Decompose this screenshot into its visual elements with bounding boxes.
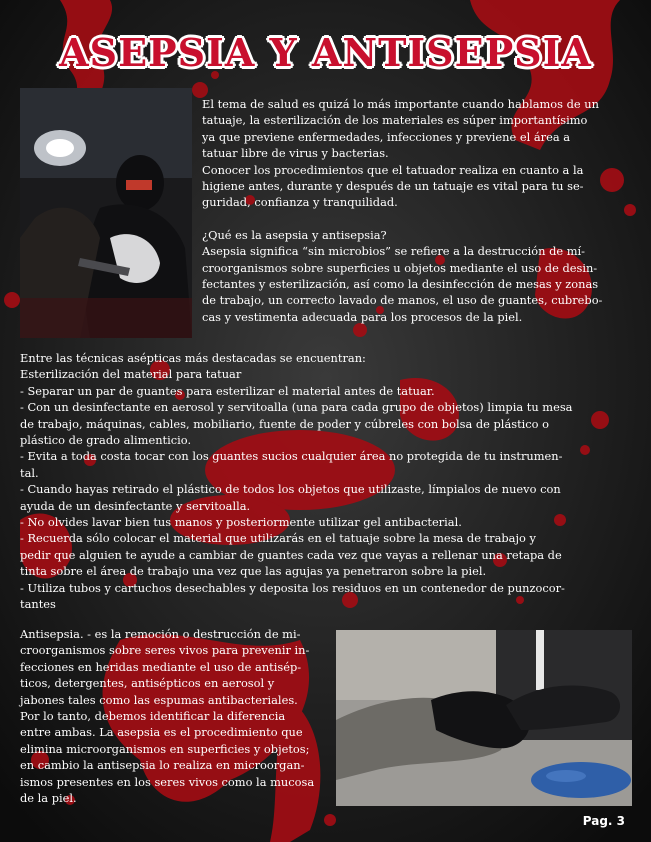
intro-paragraph-1: El tema de salud es quizá lo más importante cuando hablamos de un tatuaje, la esterilización de los materiales es súper importantísimo ya que previene enfermedades, infecciones y previene el área a tatuar libre de virus y bacterias.	[202, 97, 599, 161]
antisepsia-text	[20, 626, 324, 806]
list-item: - Recuerda sólo colocar el material que utilizarás en el tatuaje sobre la mesa de trabajo y pedir que alguien te ayude a cambiar de guantes cada vez que vayas a rellenar una retapa de tinta sobre el área de trabajo una vez que las agujas ya penetraron sobre la piel.	[20, 531, 562, 579]
question-heading: ¿Qué es la asepsia y antisepsia?	[202, 227, 387, 242]
list-item: - Separar un par de guantes para esterilizar el material antes de tatuar.	[20, 383, 435, 398]
techniques-intro: Entre las técnicas asépticas más destacadas se encuentran:	[20, 351, 366, 365]
page-number: Pag. 3	[582, 814, 625, 828]
intro-text	[202, 96, 622, 325]
gloved-hands-photo	[336, 630, 632, 806]
techniques-subtitle: Esterilización del material para tatuar	[20, 367, 242, 382]
list-item: - Con un desinfectante en aerosol y servitoalla (una para cada grupo de objetos) limpia tu mesa de trabajo, máquinas, cables, mobiliario, fuente de poder y cúbreles con bolsa de plástico o plástico de grado alimenticio.	[20, 400, 573, 448]
tattoo-artist-photo	[20, 88, 192, 338]
antisepsia-paragraph: Antisepsia. - es la remoción o destrucción de mi- croorganismos sobre seres vivos para prevenir in- fecciones en heridas mediante el uso de antisép- ticos, detergentes, antisépticos en aerosol y jabones tales como las espumas antibacteriales. Por lo tanto, debemos identificar la diferencia entre ambas. La asepsia es el procedimiento que elimina microorganismos en superficies y objetos; en cambio la antisepsia lo realiza en microorgan- ismos presentes en los seres vivos como la mucosa de la piel.	[20, 627, 315, 806]
list-item: - Evita a toda costa tocar con los guantes sucios cualquier área no protegida de tu instrumen- tal.	[20, 449, 563, 480]
list-item: - Utiliza tubos y cartuchos desechables y deposita los residuos en un contenedor de punzocor- tantes	[20, 580, 565, 612]
list-item: - No olvides lavar bien tus manos y posteriormente utilizar gel antibacterial.	[20, 515, 462, 530]
page-title: ASEPSIA Y ANTISEPSIA	[59, 30, 592, 75]
aseptic-techniques	[20, 350, 632, 613]
asepsia-definition: Asepsia significa “sin microbios” se refiere a la destrucción de mí- croorganismos sobre superficies u objetos mediante el uso de desin- fectantes y esterilización, así como la desinfección de mesas y zonas de trabajo, un correcto lavado de manos, el uso de guantes, cubrebo- cas y vestimenta adecuada para los procesos de la piel.	[202, 244, 603, 324]
intro-paragraph-2: Conocer los procedimientos que el tatuador realiza en cuanto a la higiene antes, durante y después de un tatuaje es vital para tu se- guridad, confianza y tranquilidad.	[202, 162, 584, 210]
list-item: - Cuando hayas retirado el plástico de todos los objetos que utilizaste, límpialos de nuevo con ayuda de un desinfectante y servitoalla.	[20, 482, 561, 513]
